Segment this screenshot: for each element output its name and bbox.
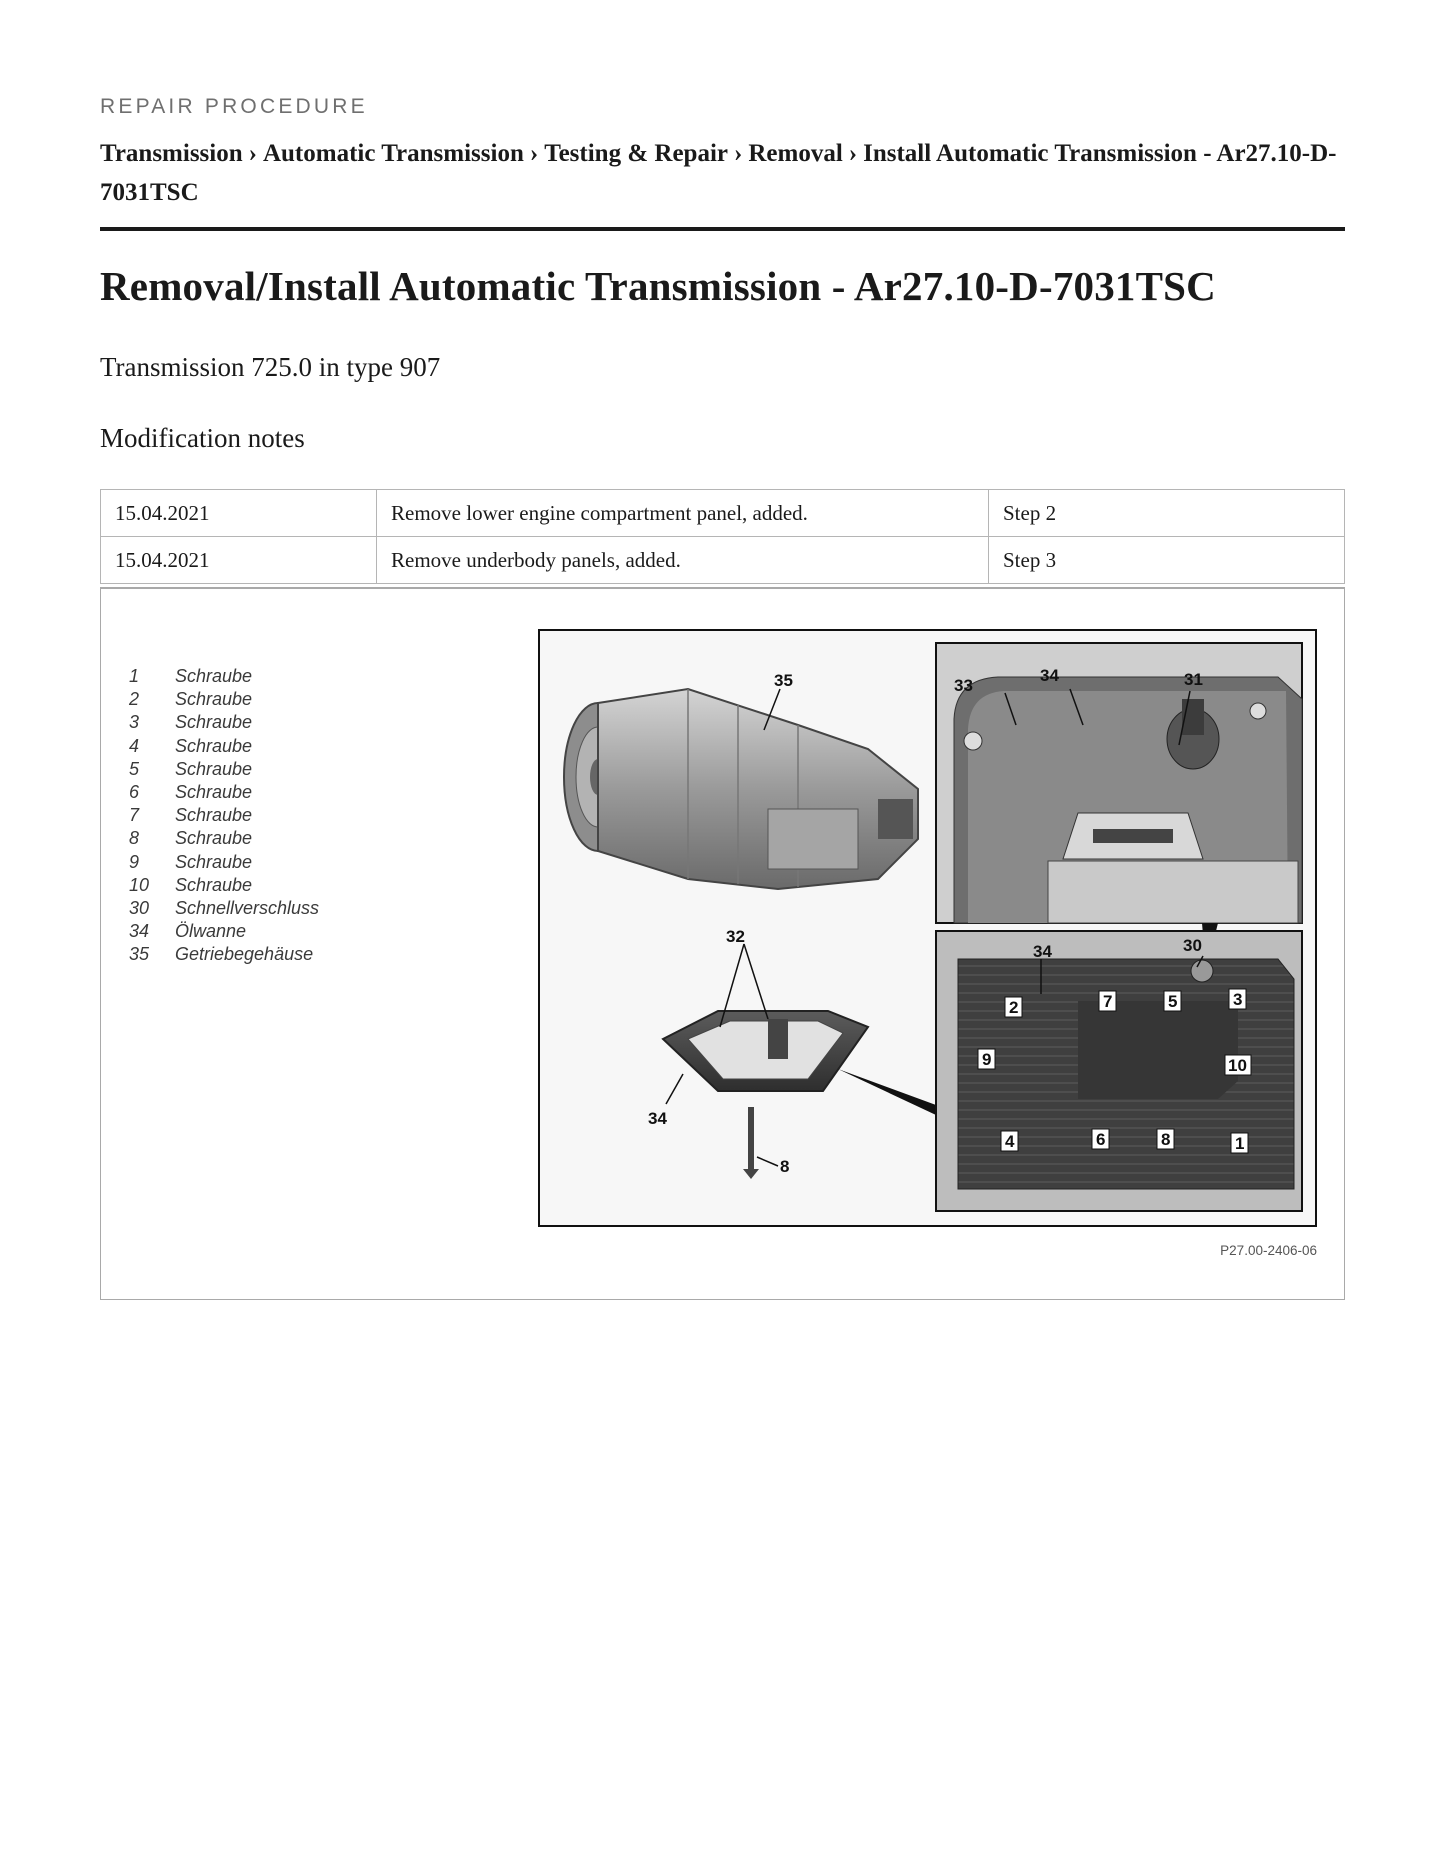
- legend-item: [129, 758, 319, 781]
- note-step: Step 2: [989, 490, 1345, 537]
- figure-panel: [100, 587, 1345, 1300]
- breadcrumb-item[interactable]: Transmission: [100, 140, 243, 167]
- breadcrumb-item-current: Install Automatic Transmission - Ar27.10-D-7031TSC: [100, 140, 1337, 206]
- legend-item: [129, 851, 319, 874]
- note-text: Remove underbody panels, added.: [377, 537, 989, 584]
- legend-label: Schnellverschluss: [175, 897, 320, 918]
- legend-item: [129, 688, 319, 711]
- legend-number: 10: [129, 874, 150, 895]
- legend-label: Schraube: [175, 851, 253, 872]
- legend-label: Schraube: [175, 735, 253, 756]
- figure-reference-code: P27.00-2406-06: [1220, 1243, 1317, 1258]
- callout-label: 33: [954, 676, 973, 695]
- legend-label: Schraube: [175, 666, 253, 686]
- breadcrumb: [100, 134, 1344, 212]
- callout-label: 30: [1183, 936, 1202, 955]
- note-date: 15.04.2021: [101, 537, 377, 584]
- inset-pan-interior: [936, 643, 1302, 923]
- header-divider: [100, 227, 1345, 231]
- legend-item: [129, 711, 319, 734]
- legend-label: Schraube: [175, 689, 253, 710]
- section-kicker: REPAIR PROCEDURE: [100, 95, 368, 118]
- note-step: Step 3: [989, 537, 1345, 584]
- callout-label: 6: [1096, 1130, 1106, 1149]
- breadcrumb-item[interactable]: Testing & Repair: [544, 140, 729, 167]
- callout-label: 8: [780, 1157, 790, 1176]
- legend-number: 35: [129, 944, 150, 965]
- callout-label: 32: [726, 927, 745, 946]
- legend-item: [129, 781, 319, 804]
- callout-label: 3: [1233, 990, 1243, 1009]
- legend-item: [129, 943, 319, 966]
- table-row: [101, 537, 1345, 584]
- callout-label: 34: [1040, 666, 1059, 685]
- legend-number: 2: [129, 689, 140, 710]
- callout-label: 2: [1009, 998, 1019, 1017]
- legend-number: 6: [129, 781, 140, 802]
- legend-number: 1: [129, 666, 140, 686]
- legend-label: Schraube: [175, 781, 253, 802]
- note-date: 15.04.2021: [101, 490, 377, 537]
- callout-label: 8: [1161, 1130, 1171, 1149]
- legend-number: 30: [129, 897, 150, 918]
- legend-label: Schraube: [175, 828, 253, 849]
- table-row: [101, 490, 1345, 537]
- callout-label: 5: [1168, 992, 1178, 1011]
- legend-label: Schraube: [175, 712, 253, 733]
- legend-item: [129, 920, 319, 943]
- page-subtitle: Transmission 725.0 in type 907: [100, 352, 441, 382]
- callout-label: 31: [1184, 670, 1203, 689]
- modification-notes-heading: Modification notes: [100, 423, 305, 453]
- legend-label: Schraube: [175, 874, 253, 895]
- legend-item: [129, 735, 319, 758]
- callout-label: 7: [1103, 992, 1113, 1011]
- breadcrumb-item[interactable]: Removal: [748, 140, 843, 167]
- legend-number: 34: [129, 921, 150, 942]
- legend-number: 8: [129, 828, 140, 849]
- callout-label: 35: [774, 671, 793, 690]
- breadcrumb-separator: ›: [848, 140, 858, 167]
- legend-item: [129, 665, 319, 688]
- legend-number: 3: [129, 712, 140, 733]
- callout-label: 4: [1005, 1132, 1015, 1151]
- modification-notes-table: [100, 489, 1345, 584]
- callout-label: 34: [1033, 942, 1052, 961]
- transmission-illustration: [538, 629, 1317, 1227]
- legend-number: 5: [129, 758, 140, 779]
- legend-label: Schraube: [175, 805, 253, 826]
- legend-label: Ölwanne: [175, 921, 247, 942]
- legend-item: [129, 874, 319, 897]
- breadcrumb-separator: ›: [248, 140, 257, 167]
- callout-label: 34: [648, 1109, 667, 1128]
- legend-number: 4: [129, 735, 140, 756]
- breadcrumb-item[interactable]: Automatic Transmission: [262, 140, 524, 167]
- breadcrumb-separator: ›: [529, 140, 539, 167]
- callout-label: 1: [1235, 1134, 1245, 1153]
- breadcrumb-separator: ›: [734, 140, 743, 167]
- legend-item: [129, 897, 319, 920]
- callout-label: 10: [1228, 1056, 1247, 1075]
- note-text: Remove lower engine compartment panel, added.: [377, 490, 989, 537]
- legend-number: 9: [129, 851, 140, 872]
- legend-item: [129, 804, 319, 827]
- page-title: Removal/Install Automatic Transmission - Ar27.10-D-7031TSC: [100, 263, 1216, 309]
- legend-item: [129, 827, 319, 850]
- legend-label: Getriebegehäuse: [175, 944, 314, 965]
- figure-legend: [129, 665, 319, 966]
- legend-label: Schraube: [175, 758, 253, 779]
- callout-label: 9: [982, 1050, 992, 1069]
- legend-number: 7: [129, 805, 140, 826]
